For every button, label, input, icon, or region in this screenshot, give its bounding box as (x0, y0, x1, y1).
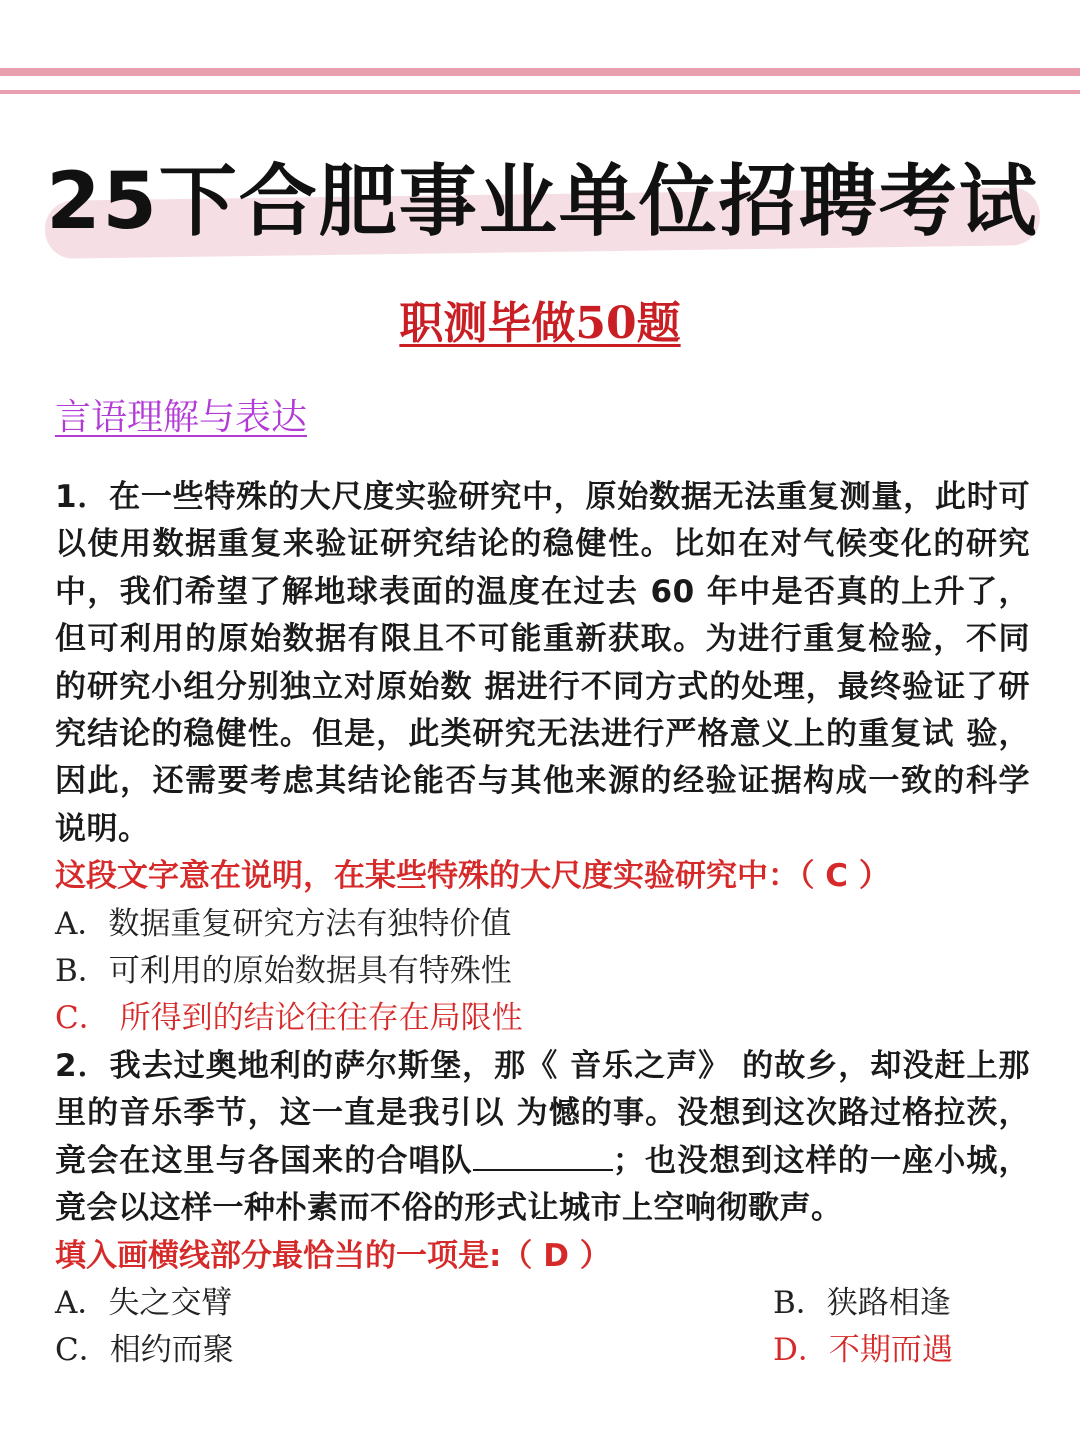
options-row-2 (55, 1327, 1030, 1374)
fill-blank (473, 1139, 613, 1171)
question-stem-before: 2．我去过奥地利的萨尔斯堡，那《 音乐之声》 的故乡，却没赶上那里的音乐季节，这一直是我引以 为憾的事。没想到这次路过格拉茨，竟会在这里与各国来的合唱队 (55, 1047, 1030, 1179)
title-block (45, 150, 1040, 255)
page-title: 25下合肥事业单位招聘考试 (46, 157, 1039, 247)
question-1 (55, 474, 1030, 1043)
option-c-correct: C． 所得到的结论往往存在局限性 (55, 1000, 523, 1037)
option-b: B．可利用的原始数据具有特殊性 (55, 953, 512, 990)
option-d-correct: D．不期而遇 (773, 1332, 953, 1369)
section-heading: 言语理解与表达 (55, 397, 308, 438)
option-a: A．失之交臂 (55, 1284, 233, 1321)
question-prompt: 填入画横线部分最恰当的一项是:（ D ） (55, 1237, 611, 1274)
question-prompt: 这段文字意在说明，在某些特殊的大尺度实验研究中：（ C ） (55, 858, 890, 895)
option-b: B．狭路相逢 (773, 1284, 951, 1321)
question-stem-after: ；也没想到这样的一座小城，竟会以这样一种朴素而不俗的形式让城市上空响彻歌声。 (55, 1142, 1031, 1227)
page-subtitle (0, 292, 1080, 356)
subtitle-text: 职测毕做50题 (399, 298, 681, 349)
options-row-1 (55, 1280, 1030, 1327)
option-a: A．数据重复研究方法有独特价值 (55, 905, 512, 942)
top-decorative-line-thin (0, 90, 1080, 94)
option-c: C．相约而聚 (55, 1332, 234, 1369)
question-2 (55, 1043, 1030, 1375)
question-stem: 1．在一些特殊的大尺度实验研究中，原始数据无法重复测量，此时可以使用数据重复来验证研究结论的稳健性。比如在对气候变化的研究中，我们希望了解地球表面的温度在过去 60 年中是否真的上升了，但可利用的原始数据有限且不可能重新获取。为进行重复检验，不同的研究小组分别独立对原始数 据进行不同方式的处理，最终验证了研究结论的稳健性。但是，此类研究无法进行严格意义上的重复试 验， 因此，还需要考虑其结论能否与其他来源的经验证据构成一致的科学说明。 (55, 479, 1030, 847)
question-list (55, 474, 1030, 1375)
top-decorative-line (0, 68, 1080, 76)
question-stem (55, 1043, 1030, 1233)
